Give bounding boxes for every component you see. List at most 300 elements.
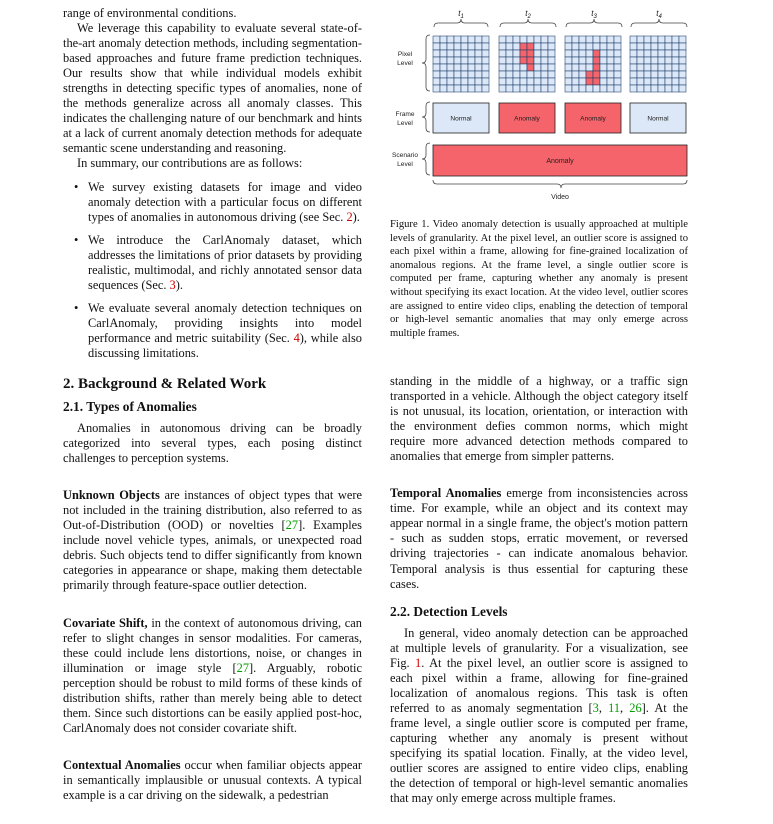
pixel [565,71,572,78]
pixel [665,78,672,85]
pixel [513,57,520,64]
pixel [607,36,614,43]
paragraph-summary: In summary, our contributions are as follows: [77,156,303,171]
citation-link[interactable]: 27 [236,660,250,675]
pixel [630,71,637,78]
video-label: Video [551,194,569,201]
pixel [447,78,454,85]
time-braces [434,19,687,27]
pixel [644,85,651,92]
pixel [600,71,607,78]
pixel [541,78,548,85]
frame-label-3: Anomaly [580,115,606,123]
frame-label-2: Anomaly [514,115,540,123]
pixel [651,64,658,71]
pixel [499,36,506,43]
scenario-level-label: Scenario [391,152,419,159]
pixel [644,78,651,85]
pixel [440,71,447,78]
pixel [506,64,513,71]
pixel [593,85,600,92]
pixel [440,50,447,57]
pixel [644,64,651,71]
pixel [506,43,513,50]
pixel [482,57,489,64]
video-brace [433,180,687,188]
pixel [461,50,468,57]
pixel [679,57,686,64]
pixel [565,57,572,64]
pixel [527,71,534,78]
pixel [454,64,461,71]
pixel [614,36,621,43]
pixel [644,71,651,78]
pixel [672,64,679,71]
run-in-heading: Temporal Anomalies [390,486,502,501]
time-label-2: $t_2$ [525,9,531,20]
pixel [572,57,579,64]
pixel [454,71,461,78]
pixel [658,85,665,92]
pixel [548,78,555,85]
pixel [658,78,665,85]
anomalous-pixel [593,57,600,64]
pixel [461,64,468,71]
pixel [475,57,482,64]
frame-level-label-2: Level [397,120,413,127]
pixel [461,71,468,78]
paragraph-unknown-objects: Unknown Objects are instances of object types that were not included in the training distribution, also referred to as Out-of-Distribution (OOD) or novelties [27]. Examples include novel vehicle types, animals, or unexpected road debris. Such objects tend to differ significantly from known categories in appearance or shape, making them detectable primarily through feature-space outlier detection. [63,488,362,593]
pixel [534,85,541,92]
pixel [440,64,447,71]
pixel [637,57,644,64]
pixel [527,78,534,85]
time-label-4: $t_4$ [656,9,662,20]
pixel [499,64,506,71]
contributions-list [63,180,362,362]
pixel [454,36,461,43]
pixel [651,43,658,50]
pixel [499,50,506,57]
pixel [454,57,461,64]
paragraph-covariate-shift: Covariate Shift, in the context of autonomous driving, can refer to slight changes in sensor modalities. For cameras, these could include lens distortions, noise, or changes in illumination or image style [27]. Arguably, robotic perception should be robust to mild forms of these kinds of distribution shifts, rather than merely being able to detect them. Since such distortions can be easily applied post-hoc, CarlAnomaly does not consider covariate shift. [63,615,362,735]
pixel [468,71,475,78]
subsection-heading: 2.2. Detection Levels [390,603,508,619]
paragraph-temporal: Temporal Anomalies emerge from inconsistencies across time. For example, while an object and its context may appear normal in a single frame, the object's motion pattern - such as sudden stops, erratic movement, or reversed driving trajectories - can indicate anomalous behavior. Temporal analysis is thus essential for capturing these cases. [390,486,688,591]
pixel [614,85,621,92]
citation-link[interactable]: 27 [285,518,299,533]
pixel [579,50,586,57]
paragraph-contextual: Contextual Anomalies occur when familiar objects appear in semantically implausible or unusual contexts. A typical example is a car driving on the sidewalk, a pedestrian [63,757,363,802]
pixel [513,50,520,57]
pixel [433,78,440,85]
pixel [447,50,454,57]
pixel [651,50,658,57]
anomalous-pixel [527,57,534,64]
pixel [600,78,607,85]
pixel [548,71,555,78]
pixel [607,71,614,78]
pixel [586,50,593,57]
frame-label-1: Normal [450,115,472,123]
pixel [482,50,489,57]
run-in-heading: Contextual Anomalies [63,757,181,772]
anomalous-pixel [586,71,593,78]
pixel [586,36,593,43]
pixel [475,85,482,92]
pixel [651,57,658,64]
pixel [630,78,637,85]
time-label-1: $t_1$ [458,9,464,20]
pixel [433,71,440,78]
run-in-heading: Covariate Shift, [63,615,148,630]
pixel [499,43,506,50]
pixel [482,78,489,85]
pixel [614,71,621,78]
pixel [440,78,447,85]
pixel-level-label-2: Level [397,60,413,67]
pixel [520,64,527,71]
pixel [665,71,672,78]
pixel [614,50,621,57]
pixel [665,50,672,57]
left-column [63,6,362,803]
pixel [482,71,489,78]
pixel [600,43,607,50]
pixel [637,50,644,57]
pixel [565,64,572,71]
pixel [565,36,572,43]
pixel [447,85,454,92]
pixel [534,36,541,43]
pixel [614,78,621,85]
pixel [433,64,440,71]
pixel [475,71,482,78]
pixel [658,71,665,78]
pixel [593,43,600,50]
pixel [541,71,548,78]
pixel [527,85,534,92]
pixel [672,50,679,57]
scenario-level-label-2: Level [397,161,413,168]
pixel [630,57,637,64]
section-ref-link[interactable]: 4 [293,330,300,345]
pixel [679,71,686,78]
pixel [548,36,555,43]
pixel [579,78,586,85]
pixel [586,85,593,92]
pixel [679,50,686,57]
pixel [658,36,665,43]
pixel-grid-frame-4 [630,36,686,92]
citation-link[interactable]: 11 [608,700,621,715]
paragraph-detection-levels: In general, video anomaly detection can be approached at multiple levels of granularity. For a visualization, see Fig. 1. At the pixel level, an outlier score is assigned to each pixel within a frame, allowing for fine-grained localization of anomalous regions. This task is often referred to as anomaly segmentation [3, 11, 26]. At the frame level, a single outlier score is computed per frame, capturing whether any anomaly is present without specifying its spatial location. Finally, at the video level, outlier scores are assigned to entire video clips, enabling the detection of temporal or high-level semantic anomalies that may only emerge across multiple frames. [390,625,688,806]
pixel [475,43,482,50]
pixel [506,78,513,85]
pixel [637,78,644,85]
pixel [461,36,468,43]
pixel [433,36,440,43]
pixel [520,78,527,85]
pixel-grid-frame-2 [499,36,555,92]
pixel [637,43,644,50]
pixel [586,64,593,71]
pixel [541,85,548,92]
pixel [630,50,637,57]
pixel [565,85,572,92]
paragraph-types: Anomalies in autonomous driving can be broadly categorized into several types, each posing distinct challenges to perception systems. [63,421,362,466]
anomalous-pixel [586,78,593,85]
pixel [579,64,586,71]
pixel [679,36,686,43]
pixel [572,85,579,92]
pixel [506,36,513,43]
pixel [534,57,541,64]
section-heading: 2. Background & Related Work [63,376,267,393]
pixel [579,85,586,92]
pixel [637,36,644,43]
pixel [658,50,665,57]
pixel [454,43,461,50]
anomalous-pixel [520,43,527,50]
pixel [672,43,679,50]
pixel [637,71,644,78]
frame-level-label: Frame [395,111,415,118]
pixel [433,43,440,50]
run-in-heading: Unknown Objects [63,488,160,503]
pixel [433,57,440,64]
pixel [468,36,475,43]
pixel [579,71,586,78]
list-item: • We introduce the CarlAnomaly dataset, which addresses the limitations of prior datasets by providing realistic, multimodal, and richly annotated sensor data sequences (Sec. 3). [88,233,362,293]
pixel [506,57,513,64]
pixel-grids [433,36,686,92]
pixel [541,50,548,57]
pixel [572,64,579,71]
pixel [433,85,440,92]
pixel [600,57,607,64]
pixel [630,85,637,92]
pixel [672,78,679,85]
pixel [468,64,475,71]
pixel [630,36,637,43]
pixel [461,78,468,85]
pixel [468,85,475,92]
pixel [475,50,482,57]
pixel [513,43,520,50]
pixel [534,71,541,78]
pixel [665,57,672,64]
anomalous-pixel [593,78,600,85]
level-braces [422,35,430,175]
pixel [672,57,679,64]
pixel [579,36,586,43]
pixel [637,64,644,71]
pixel-level-label: Pixel [397,51,413,58]
pixel [534,78,541,85]
pixel [461,43,468,50]
pixel [679,64,686,71]
pixel [541,64,548,71]
pixel [614,57,621,64]
scenario-label: Anomaly [546,158,574,165]
section-ref-link[interactable]: 3 [169,277,176,292]
pixel [658,57,665,64]
pixel [651,36,658,43]
pixel [482,85,489,92]
pixel [679,78,686,85]
pixel [644,36,651,43]
pixel [482,36,489,43]
pixel [447,36,454,43]
citation-link[interactable]: 3 [592,700,599,715]
pixel [665,85,672,92]
subsection-heading: 2.1. Types of Anomalies [63,399,197,415]
pixel [520,71,527,78]
pixel [607,57,614,64]
pixel [672,85,679,92]
frame-boxes [433,103,686,133]
pixel [513,36,520,43]
pixel [600,50,607,57]
pixel [614,64,621,71]
pixel [461,57,468,64]
pixel [534,64,541,71]
pixel [637,85,644,92]
pixel [520,85,527,92]
pixel [468,57,475,64]
pixel [644,43,651,50]
pixel [607,43,614,50]
pixel [651,85,658,92]
pixel [499,78,506,85]
pixel [572,78,579,85]
anomalous-pixel [593,71,600,78]
pixel [527,36,534,43]
pixel [600,36,607,43]
pixel [461,85,468,92]
pixel [541,43,548,50]
pixel [447,57,454,64]
pixel [607,64,614,71]
pixel [607,50,614,57]
pixel [475,64,482,71]
pixel [548,57,555,64]
time-label-3: $t_3$ [591,9,597,20]
pixel [586,57,593,64]
pixel [468,43,475,50]
figure-ref-link[interactable]: 1 [415,655,422,670]
pixel [593,36,600,43]
pixel-grid-frame-3 [565,36,621,92]
pixel [665,36,672,43]
pixel [565,78,572,85]
pixel [651,71,658,78]
pixel [548,64,555,71]
pixel [475,78,482,85]
pixel [513,85,520,92]
pixel [548,50,555,57]
pixel [440,43,447,50]
pixel [658,64,665,71]
paragraph-intro-end: range of environmental conditions. [63,6,237,20]
pixel [572,50,579,57]
pixel [579,57,586,64]
time-labels [458,9,662,20]
pixel [630,64,637,71]
pixel [630,43,637,50]
pixel [454,78,461,85]
pixel [572,43,579,50]
pixel [565,43,572,50]
pixel [572,36,579,43]
pixel [440,57,447,64]
pixel [506,85,513,92]
pixel [447,71,454,78]
pixel [607,85,614,92]
pixel [468,78,475,85]
pixel [672,36,679,43]
pixel [447,64,454,71]
pixel [586,43,593,50]
section-ref-link[interactable]: 2 [346,209,353,224]
pixel [513,64,520,71]
paragraph-leverage: We leverage this capability to evaluate several state-of-the-art anomaly detection methods, including segmentation-based approaches and future frame prediction techniques. Our results show that while individual models exhibit strengths in detecting specific types of anomalies, none of the methods generalize across all anomaly classes. This indicates the challenging nature of our benchmark and hints at a lack of current anomaly detection methods for adequate semantic scene understanding and reasoning. [63,21,362,156]
anomalous-pixel [520,57,527,64]
pixel [679,85,686,92]
pixel [454,85,461,92]
pixel [600,85,607,92]
anomalous-pixel [527,50,534,57]
pixel [541,57,548,64]
pixel [534,50,541,57]
anomalous-pixel [527,64,534,71]
pixel [548,85,555,92]
pixel [672,71,679,78]
pixel [482,43,489,50]
pixel [548,43,555,50]
pixel [600,64,607,71]
pixel [658,43,665,50]
paragraph-contextual-cont: standing in the middle of a highway, or a traffic sign transported in a vehicle. Although the object category itself is not unusual, its location, orientation, or interaction with the environment defies common norms, which might require more advanced detection methods compared to anomalies that emerge from simpler patterns. [390,374,688,464]
list-item: • We survey existing datasets for image and video anomaly detection with a particular focus on different types of anomalies in autonomous driving (see Sec. 2). [88,180,362,225]
pixel [440,85,447,92]
pixel [468,50,475,57]
anomalous-pixel [593,64,600,71]
figure-caption: Figure 1. Video anomaly detection is usually approached at multiple levels of granularity. At the pixel level, an outlier score is assigned to each pixel within a frame, allowing for fine-grained localization of anomalous regions. At the frame level, a single outlier score is computed per frame, capturing whether any anomaly is present without specifying its exact location. At the video level, outlier scores are assigned to entire video clips, enabling the detection of temporal or high-level semantic anomalies that may only emerge across multiple frames. [390,219,688,339]
anomalous-pixel [593,50,600,57]
pixel [506,71,513,78]
pixel [433,50,440,57]
pixel [565,50,572,57]
pixel [572,71,579,78]
pixel [679,43,686,50]
pixel-grid-frame-1 [433,36,489,92]
figure-granularity [388,6,688,206]
pixel [475,36,482,43]
pixel [447,43,454,50]
pixel [513,78,520,85]
frame-label-4: Normal [647,115,669,123]
pixel [541,36,548,43]
anomalous-pixel [527,43,534,50]
right-column [390,374,688,806]
pixel [534,43,541,50]
pixel [440,36,447,43]
pixel [644,57,651,64]
pixel [651,78,658,85]
citation-link[interactable]: 26 [629,700,642,715]
